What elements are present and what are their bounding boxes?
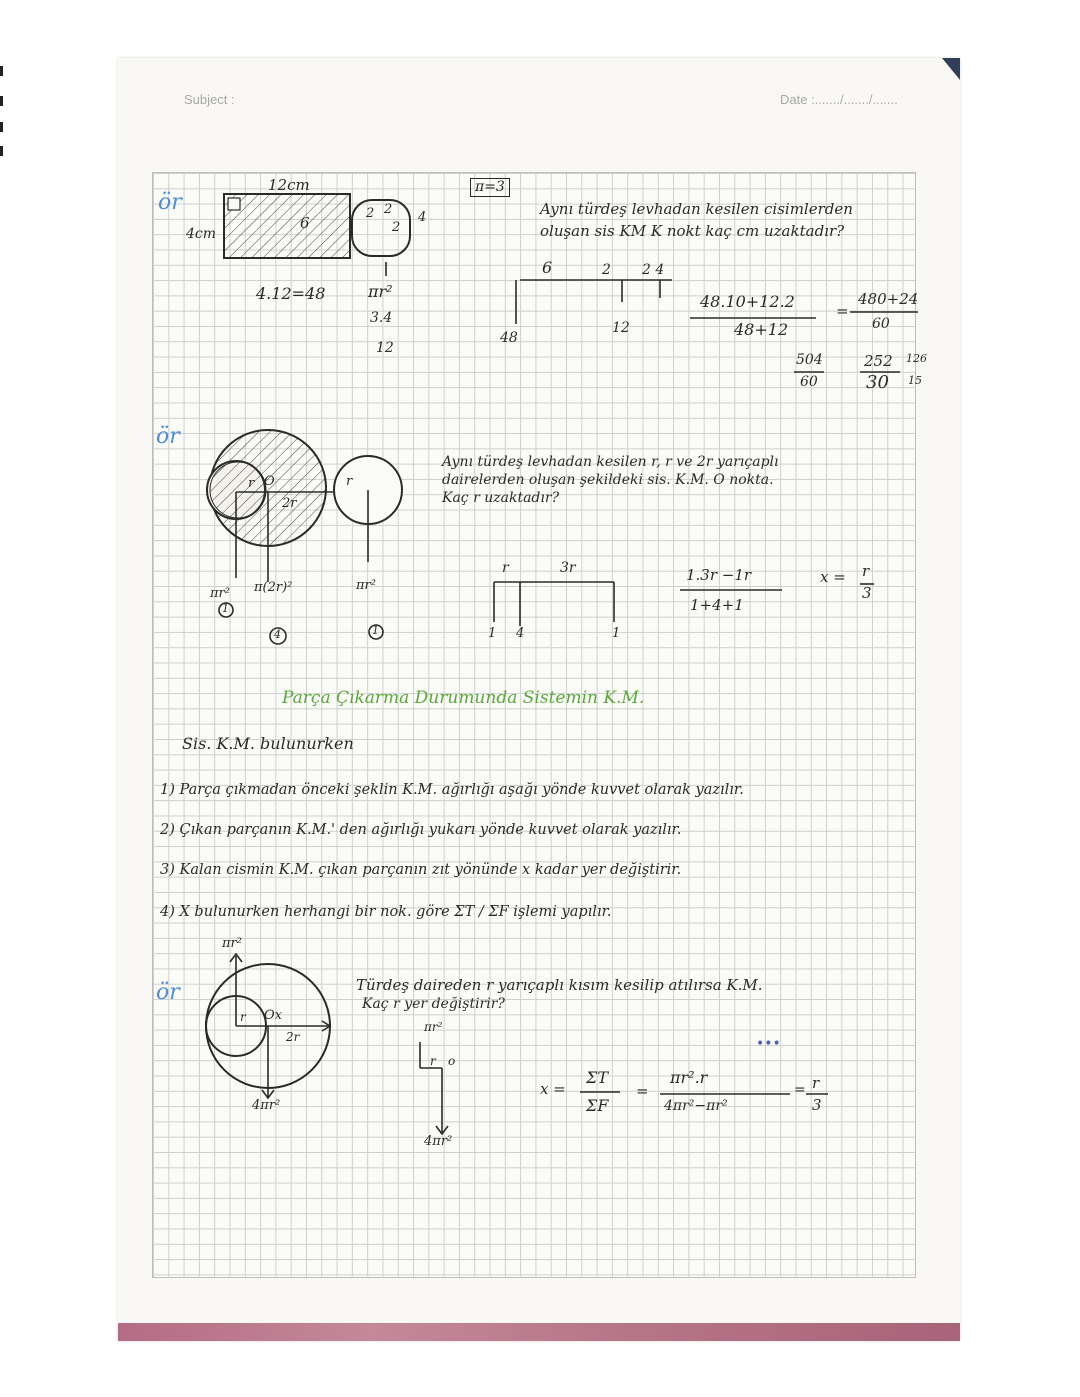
- result-fraction: 30: [866, 372, 889, 393]
- beam-label: 3r: [560, 560, 576, 576]
- circle-area-formula: πr²: [368, 282, 393, 301]
- question-text: dairelerden oluşan şekildeki sis. K.M. O nokta.: [442, 472, 774, 488]
- origin-label: O: [264, 474, 275, 489]
- fraction-numerator: 48.10+12.2: [700, 292, 795, 311]
- beam-weight: 1: [488, 626, 497, 641]
- ellipsis-dots: •••: [756, 1036, 781, 1052]
- question-text: Aynı türdeş levhadan kesilen cisimlerden: [540, 200, 853, 218]
- circle-area-calc: 3.4: [370, 310, 393, 326]
- equation-x: x =: [540, 1080, 566, 1098]
- beam-label: 2: [602, 262, 611, 278]
- radius-label: r: [346, 474, 353, 489]
- beam-label: 4πr²: [424, 1134, 453, 1149]
- question-text: oluşan sis KM K nokt kaç cm uzaktadır?: [540, 222, 845, 240]
- example-mark: ör: [156, 980, 180, 1005]
- example-mark: ör: [156, 424, 180, 449]
- section-title: Parça Çıkarma Durumunda Sistemin K.M.: [282, 688, 645, 708]
- equals-sign: =: [794, 1082, 806, 1098]
- result-fraction: 252: [864, 352, 893, 370]
- answer-x: x =: [820, 568, 846, 586]
- answer-denominator: 3: [862, 584, 872, 602]
- length-12cm-label: 12cm: [268, 176, 310, 194]
- radius-label: 2r: [282, 496, 297, 511]
- weight-label: 12: [612, 320, 630, 336]
- box-label: 4: [418, 210, 427, 225]
- question-text: Aynı türdeş levhadan kesilen r, r ve 2r yarıçaplı: [442, 454, 779, 470]
- fraction-numerator: 480+24: [858, 290, 919, 308]
- fraction-numerator: 1.3r −1r: [686, 566, 752, 584]
- rule-item: 4) X bulunurken herhangi bir nok. göre ΣT / ΣF işlemi yapılır.: [160, 904, 612, 920]
- equals-sign: =: [636, 1082, 649, 1100]
- beam-label: o: [448, 1054, 456, 1068]
- radius-label: 2r: [286, 1030, 300, 1044]
- fraction-denominator: 1+4+1: [690, 596, 744, 614]
- fraction-denominator: 4πr²−πr²: [664, 1098, 728, 1114]
- weight-label: πr²: [210, 586, 230, 601]
- result-fraction: 60: [800, 374, 818, 390]
- weight-coefficient: 1: [222, 602, 229, 615]
- example-mark: ör: [158, 190, 182, 215]
- force-down-label: 4πr²: [252, 1098, 281, 1113]
- weight-label: 48: [500, 330, 518, 346]
- fraction-denominator: ΣF: [586, 1096, 609, 1115]
- fraction-numerator: πr².r: [670, 1068, 708, 1087]
- radius-label: r: [248, 476, 255, 491]
- rule-item: 1) Parça çıkmadan önceki şeklin K.M. ağırlığı aşağı yönde kuvvet olarak yazılır.: [160, 782, 744, 798]
- result-fraction: 504: [796, 352, 823, 368]
- section-intro: Sis. K.M. bulunurken: [182, 734, 354, 753]
- fraction-numerator: ΣT: [586, 1068, 608, 1087]
- weight-coefficient: 1: [372, 624, 379, 637]
- force-up-label: πr²: [222, 936, 242, 951]
- origin-label: Ox: [264, 1008, 282, 1023]
- answer-denominator: 3: [812, 1096, 822, 1114]
- weight-coefficient: 4: [274, 628, 281, 641]
- weight-label: πr²: [356, 578, 376, 593]
- date-label: Date :......./......./.......: [780, 92, 898, 107]
- circle-area-result: 12: [376, 340, 394, 356]
- answer-numerator: r: [862, 562, 870, 580]
- fraction-denominator: 48+12: [734, 320, 789, 339]
- equals-sign: =: [836, 302, 849, 320]
- question-text: Kaç r yer değiştirir?: [362, 996, 505, 1012]
- rule-item: 3) Kalan cismin K.M. çıkan parçanın zıt yönünde x kadar yer değiştirir.: [160, 862, 682, 878]
- box-label: 2: [366, 206, 375, 221]
- beam-weight: 1: [612, 626, 621, 641]
- beam-label: 6: [542, 258, 553, 277]
- fraction-denominator: 60: [872, 316, 890, 332]
- beam-label: r: [502, 560, 509, 576]
- beam-label: 2 4: [642, 262, 665, 278]
- result-fraction: 126: [906, 352, 927, 365]
- beam-label: r: [430, 1054, 436, 1068]
- question-text: Kaç r uzaktadır?: [442, 490, 560, 506]
- half-length-label: 6: [300, 214, 310, 232]
- length-4cm-label: 4cm: [186, 226, 217, 242]
- pi-value-note: π=3: [470, 178, 510, 197]
- beam-weight: 4: [516, 626, 525, 641]
- weight-label: π(2r)²: [254, 580, 293, 595]
- answer-numerator: r: [812, 1074, 820, 1092]
- beam-label: πr²: [424, 1020, 443, 1034]
- question-text: Türdeş daireden r yarıçaplı kısım kesilip atılırsa K.M.: [356, 976, 763, 994]
- box-label: 2: [384, 202, 393, 217]
- subject-label: Subject :: [184, 92, 235, 107]
- area-calculation: 4.12=48: [256, 284, 326, 303]
- rule-item: 2) Çıkan parçanın K.M.' den ağırlığı yukarı yönde kuvvet olarak yazılır.: [160, 822, 682, 838]
- box-label: 2: [392, 220, 401, 235]
- radius-label: r: [240, 1010, 246, 1024]
- result-fraction: 15: [908, 374, 922, 387]
